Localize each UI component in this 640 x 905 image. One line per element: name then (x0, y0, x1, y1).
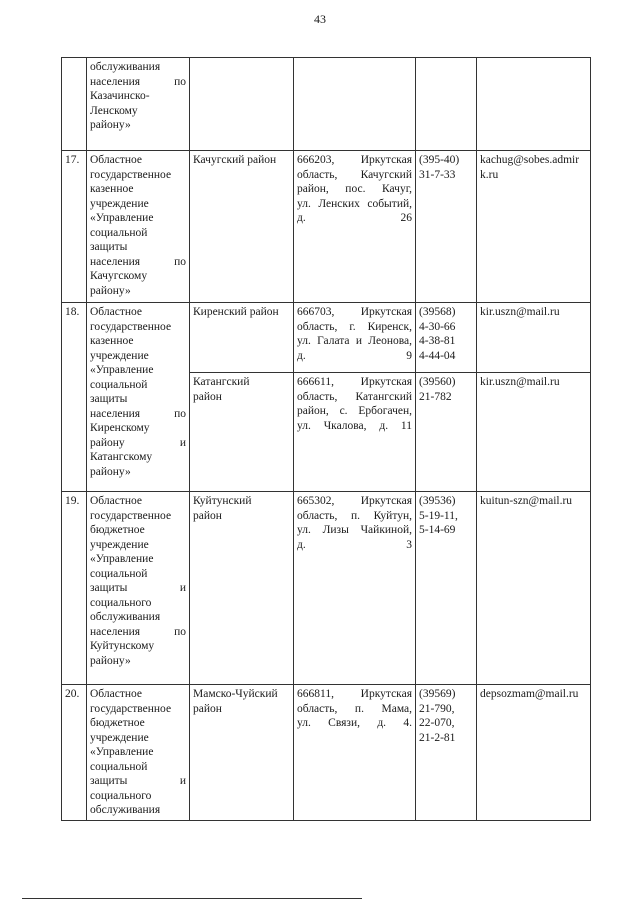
district-name (190, 58, 294, 151)
district-name-line: Качугский район (193, 154, 277, 166)
district-name (190, 303, 294, 373)
district-name-line: район (193, 390, 222, 403)
postal-address-line: ул. Связи, д. 4. (297, 717, 412, 729)
postal-address (294, 492, 416, 685)
phone-number-line: 21-790, (419, 702, 455, 715)
district-name (190, 151, 294, 303)
organization-name-line: бюджетное (90, 717, 145, 729)
phone-number-line: 21-2-81 (419, 731, 456, 744)
postal-address-line: область, п. Куйтун, (297, 509, 412, 522)
organization-name-line: Областное (90, 688, 142, 700)
organization-name-line: обслуживания (90, 804, 161, 816)
organization-name-line: району» (90, 284, 131, 297)
row-number (62, 58, 87, 151)
district-name (190, 492, 294, 685)
organization-name (87, 58, 190, 151)
organization-name-line: району» (90, 119, 131, 131)
footnote-separator (22, 898, 362, 899)
postal-address (294, 151, 416, 303)
organization-name-line: Казачинско- (90, 90, 150, 102)
row-number: 20. (62, 685, 87, 821)
email-address: kir.uszn@mail.ru (477, 373, 591, 492)
organization-name-line: населения по (90, 625, 186, 638)
organization-name (87, 303, 190, 492)
organization-name-line: Качугскому (90, 270, 148, 282)
organization-name-line: защиты и (90, 582, 186, 594)
email-address: kachug@sobes.admirk.ru (477, 151, 591, 303)
organization-name-line: государственное (90, 320, 172, 333)
postal-address-line: ул. Ленских событий, (297, 197, 412, 210)
organization-name-line: району» (90, 654, 131, 667)
phone-number-line: (39569) (419, 688, 456, 700)
phone-number-line: 21-782 (419, 390, 452, 403)
phone-number (416, 373, 477, 492)
organization-name-line: бюджетное (90, 524, 145, 536)
district-name-line: район (193, 702, 222, 715)
organization-name-line: казенное (90, 183, 134, 195)
district-name-line: Киренский район (193, 306, 279, 318)
organization-name-line: социального (90, 596, 152, 609)
organization-name (87, 151, 190, 303)
organization-name-line: «Управление (90, 212, 154, 224)
row-number: 17. (62, 151, 87, 303)
district-name-line: Катангский (193, 376, 250, 388)
postal-address-line: 666703, Иркутская (297, 306, 412, 318)
postal-address-line: 666611, Иркутская (297, 376, 412, 388)
phone-number-line: (39536) (419, 495, 456, 507)
organization-name-line: Ленскому (90, 104, 138, 117)
phone-number-line: (39560) (419, 376, 456, 388)
organization-name-line: «Управление (90, 364, 154, 376)
organization-name-line: защиты и (90, 775, 186, 787)
phone-number (416, 303, 477, 373)
phone-number-line: 4-38-81 (419, 335, 456, 347)
postal-address-line: д. 9 (297, 349, 412, 362)
email-address: depsozmam@mail.ru (477, 685, 591, 821)
postal-address (294, 373, 416, 492)
postal-address-line: область, п. Мама, (297, 702, 412, 715)
organization-name-line: Областное (90, 495, 142, 507)
postal-address-line: ул. Галата и Леонова, (297, 335, 412, 347)
organization-name-line: защиты (90, 241, 128, 253)
page-number: 43 (314, 12, 326, 26)
organization-name-line: учреждение (90, 538, 149, 551)
organization-name-line: обслуживания (90, 61, 161, 73)
organization-name-line: социальной (90, 567, 148, 580)
organization-name-line: социальной (90, 760, 148, 773)
postal-address-line: район, пос. Качуг, (297, 183, 412, 195)
email-address: kuitun-szn@mail.ru (477, 492, 591, 685)
organization-name-line: казенное (90, 335, 134, 347)
table-row (62, 685, 591, 821)
organization-name-line: «Управление (90, 746, 154, 758)
organization-name-line: учреждение (90, 349, 149, 362)
postal-address (294, 303, 416, 373)
organization-name-line: государственное (90, 168, 172, 181)
phone-number-line: 5-14-69 (419, 524, 456, 536)
postal-address (294, 58, 416, 151)
organization-name-line: Областное (90, 154, 142, 166)
organization-name-line: населения по (90, 407, 186, 420)
phone-number-line: (395-40) (419, 154, 460, 166)
table-row (62, 151, 591, 303)
organization-name-line: учреждение (90, 197, 149, 210)
email-address (477, 58, 591, 151)
postal-address-line: ул. Лизы Чайкиной, (297, 524, 412, 536)
organization-name-line: Катангскому (90, 451, 153, 463)
phone-number (416, 58, 477, 151)
organization-name-line: Киренскому (90, 422, 150, 434)
organization-name-line: защиты (90, 393, 128, 405)
organization-name-line: социальной (90, 226, 148, 239)
postal-address-line: область, Качугский (297, 168, 412, 181)
organization-name-line: району» (90, 465, 131, 478)
phone-number (416, 151, 477, 303)
organization-name-line: социальной (90, 378, 148, 391)
organization-name-line: государственное (90, 509, 172, 522)
organization-name-line: учреждение (90, 731, 149, 744)
phone-number (416, 492, 477, 685)
phone-number-line: 4-30-66 (419, 320, 456, 333)
postal-address-line: область, г. Киренск, (297, 320, 412, 333)
district-name (190, 685, 294, 821)
phone-number-line: (39568) (419, 306, 456, 318)
organization-name (87, 492, 190, 685)
organization-name-line: социального (90, 789, 152, 802)
table-row (62, 303, 591, 373)
row-number: 18. (62, 303, 87, 492)
district-name-line: Куйтунский (193, 495, 252, 507)
organization-name-line: району и (90, 436, 186, 449)
postal-address-line: 665302, Иркутская (297, 495, 412, 507)
district-name-line: район (193, 509, 222, 522)
table-row (62, 492, 591, 685)
table-row (62, 58, 591, 151)
email-address: kir.uszn@mail.ru (477, 303, 591, 373)
organization-name-line: населения по (90, 255, 186, 268)
row-number: 19. (62, 492, 87, 685)
organization-name-line: обслуживания (90, 611, 161, 623)
organization-name-line: населения по (90, 75, 186, 88)
social-protection-offices-table (61, 57, 591, 821)
postal-address-line: 666203, Иркутская (297, 154, 412, 166)
phone-number-line: 5-19-11, (419, 509, 458, 522)
postal-address-line: район, с. Ербогачен, (297, 405, 412, 417)
organization-name-line: Куйтунскому (90, 640, 155, 652)
organization-name-line: Областное (90, 306, 142, 318)
phone-number (416, 685, 477, 821)
postal-address-line: ул. Чкалова, д. 11 (297, 419, 412, 432)
organization-name (87, 685, 190, 821)
district-name-line: Мамско-Чуйский (193, 688, 278, 700)
postal-address-line: д. 26 (297, 212, 412, 224)
phone-number-line: 31-7-33 (419, 168, 456, 181)
postal-address-line: 666811, Иркутская (297, 688, 412, 700)
organization-name-line: государственное (90, 702, 172, 715)
phone-number-line: 22-070, (419, 717, 455, 729)
district-name (190, 373, 294, 492)
phone-number-line: 4-44-04 (419, 349, 456, 362)
organization-name-line: «Управление (90, 553, 154, 565)
postal-address-line: область, Катангский (297, 390, 412, 403)
postal-address-line: д. 3 (297, 538, 412, 551)
postal-address (294, 685, 416, 821)
